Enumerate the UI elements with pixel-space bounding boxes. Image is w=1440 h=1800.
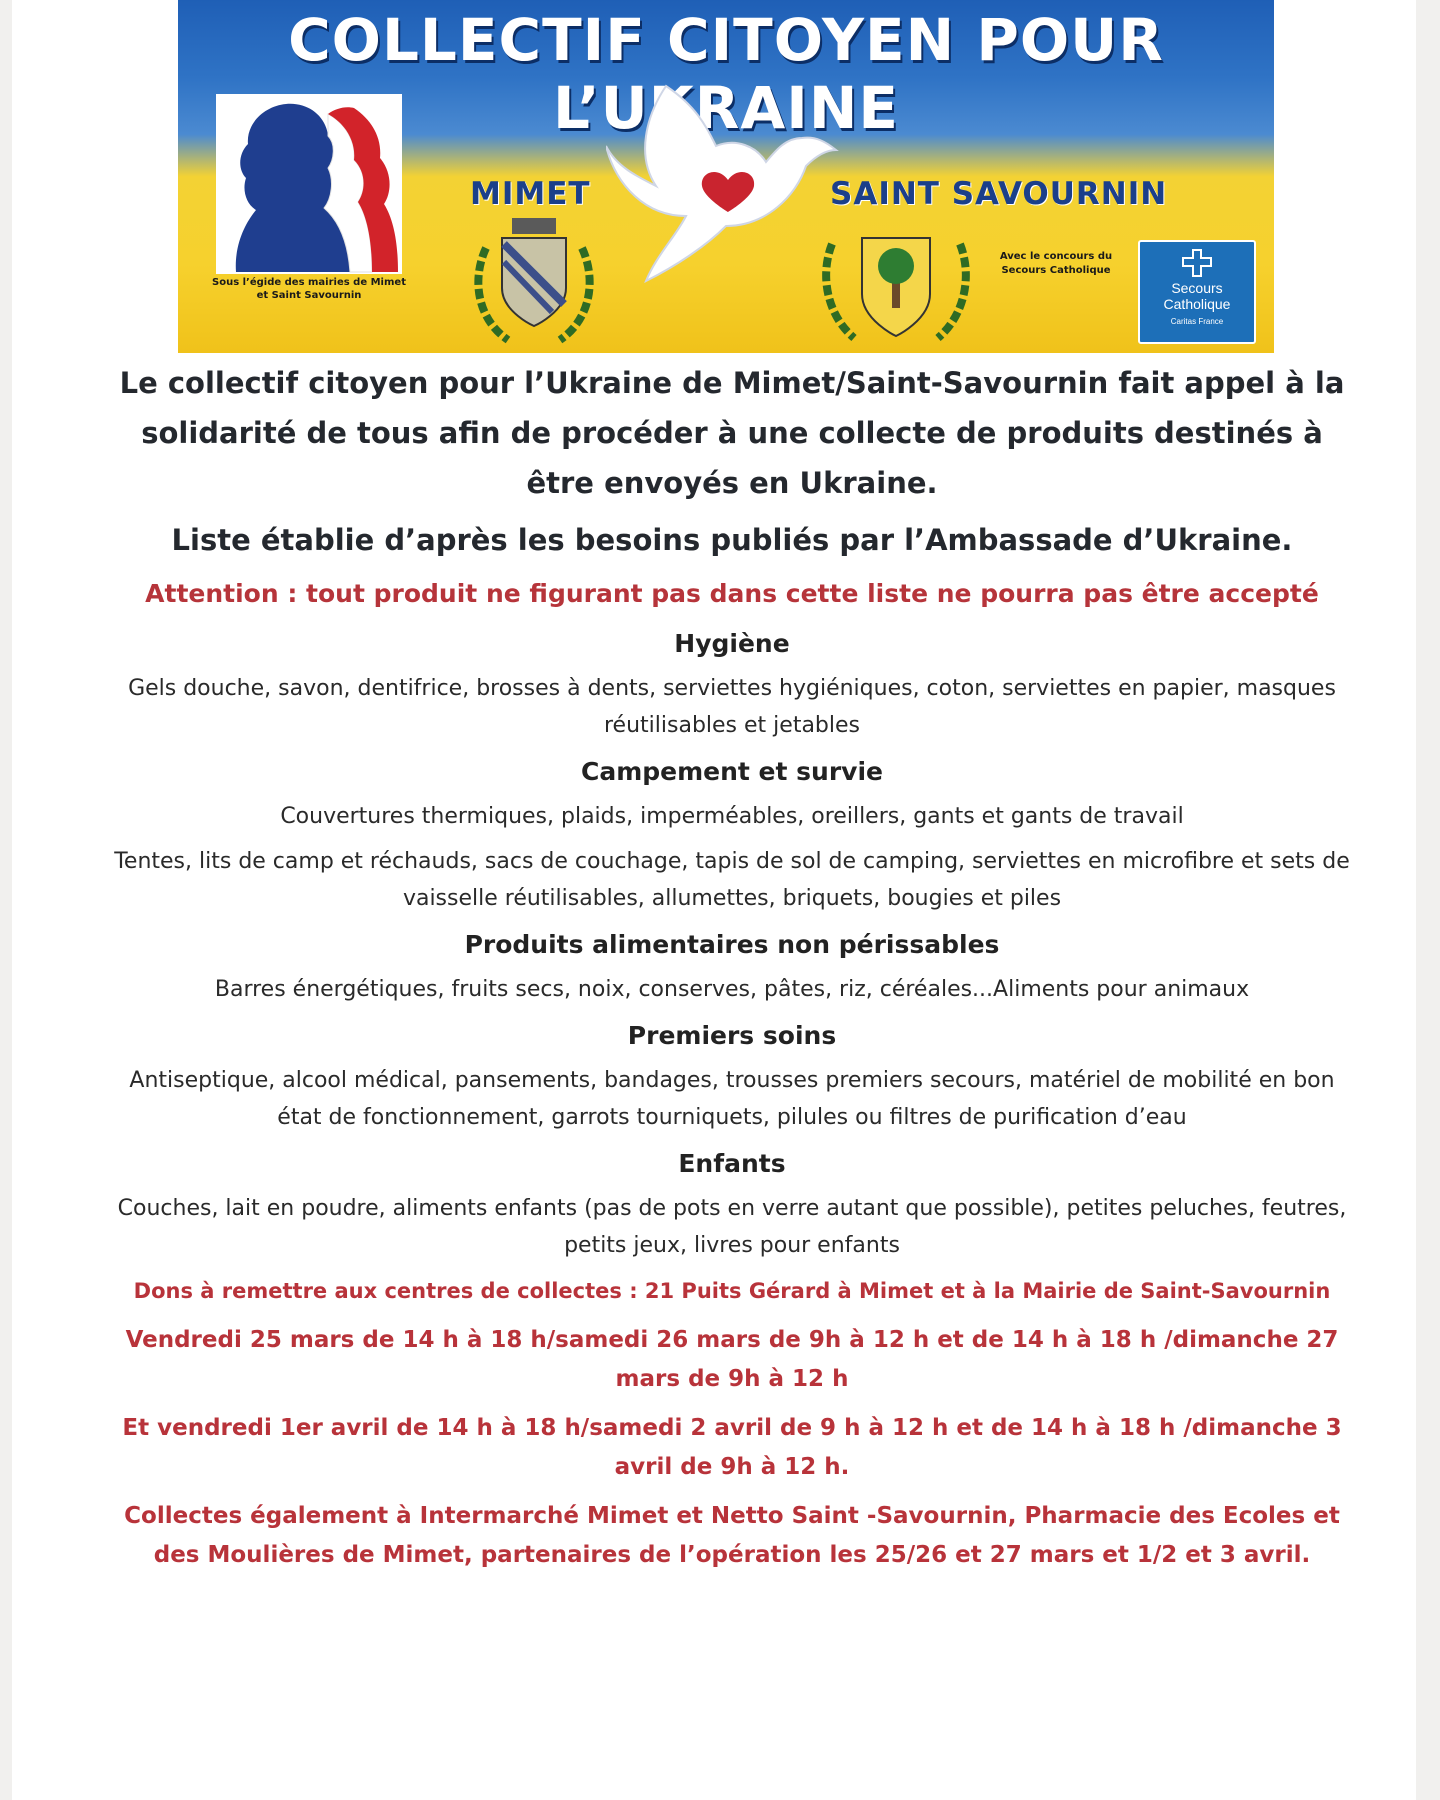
section-title: Produits alimentaires non périssables (464, 930, 1000, 959)
town-saint-savournin: SAINT SAVOURNIN (830, 176, 1168, 212)
banner (178, 0, 1274, 353)
section-title: Campement et survie (580, 757, 883, 786)
partners-text: Collectes également à Intermarché Mimet et Netto Saint -Savournin, Pharmacie des Ecoles et des Moulières de Mimet, partenaires de l’opération les 25/26 et 27 mars et 1/2 et 3 avril. (124, 1503, 1340, 1568)
section-campement (112, 752, 1352, 917)
section-paragraph: Gels douche, savon, dentifrice, brosses à dents, serviettes hygiéniques, coton, serviettes en papier, masques réutilisables et jetables (128, 676, 1336, 738)
schedule-april: Et vendredi 1er avril de 14 h à 18 h/samedi 2 avril de 9 h à 12 h et de 14 h à 18 h /dimanche 3 avril de 9h à 12 h. (122, 1415, 1342, 1480)
section-title: Enfants (678, 1149, 786, 1178)
secours-line3: Caritas France (1170, 317, 1224, 326)
list-origin-text: Liste établie d’après les besoins publiés par l’Ambassade d’Ukraine. (171, 523, 1293, 557)
section-paragraph: Antiseptique, alcool médical, pansements, bandages, trousses premiers secours, matériel de mobilité en bon état de fonctionnement, garrots tourniquets, pilules ou filtres de purification d’eau (129, 1068, 1335, 1130)
section-title: Premiers soins (627, 1021, 837, 1050)
mimet-crest (468, 208, 600, 348)
intro-text: Le collectif citoyen pour l’Ukraine de Mimet/Saint-Savournin fait appel à la solidarité de tous afin de procéder à une collecte de produits destinés à être envoyés en Ukraine. (119, 366, 1345, 500)
cross-icon (1179, 248, 1215, 278)
section-title: Hygiène (674, 629, 790, 658)
section-paragraph: Barres énergétiques, fruits secs, noix, conserves, pâtes, riz, céréales...Aliments pour animaux (214, 977, 1250, 1002)
section-paragraph: Couvertures thermiques, plaids, imperméables, oreillers, gants et gants de travail (280, 804, 1184, 829)
marianne-logo (216, 94, 402, 274)
collection-points: Dons à remettre aux centres de collectes : 21 Puits Gérard à Mimet et à la Mairie de Saint-Savournin (133, 1279, 1331, 1303)
patronage-text: Sous l’égide des mairies de Mimet et Saint Savournin (212, 277, 406, 301)
dove-icon (606, 66, 846, 306)
secours-line2: Catholique (1163, 296, 1231, 312)
banner-title: COLLECTIF CITOYEN POUR L’UKRAINE (288, 6, 1164, 142)
section-enfants (112, 1144, 1352, 1264)
section-alimentaire (112, 925, 1352, 1008)
saint-savournin-crest (818, 234, 974, 346)
section-paragraph: Tentes, lits de camp et réchauds, sacs de couchage, tapis de sol de camping, serviettes en microfibre et sets de vaisselle réutilisables, allumettes, briquets, bougies et piles (114, 849, 1350, 911)
concours-text: Avec le concours du Secours Catholique (999, 251, 1113, 276)
flyer-page (12, 0, 1416, 1800)
section-hygiene (112, 624, 1352, 744)
secours-line1: Secours (1171, 280, 1223, 296)
schedule-march: Vendredi 25 mars de 14 h à 18 h/samedi 26 mars de 9h à 12 h et de 14 h à 18 h /dimanche 27 mars de 9h à 12 h (125, 1327, 1339, 1392)
secours-catholique-logo (1138, 240, 1256, 344)
section-premiers-soins (112, 1016, 1352, 1136)
attention-notice: Attention : tout produit ne figurant pas dans cette liste ne pourra pas être accepté (145, 579, 1319, 608)
flyer-content (112, 358, 1352, 1585)
section-paragraph: Couches, lait en poudre, aliments enfants (pas de pots en verre autant que possible), petites peluches, feutres, petits jeux, livres pour enfants (117, 1196, 1347, 1258)
town-mimet: MIMET (470, 176, 591, 212)
